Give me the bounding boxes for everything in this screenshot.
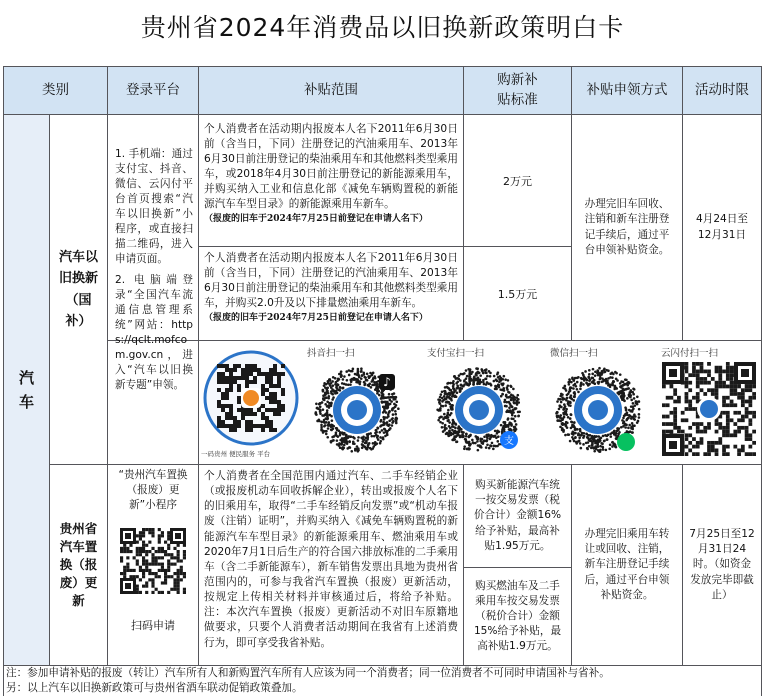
section1-scope-2-text: 个人消费者在活动期内报废本人名下2011年6月30日前（含当日，下同）注册登记的汽油乘用车、2013年6月30日前注册登记的柴油乘用车和其他燃料类型乘用车，并购买2.0升及以下排量燃油乘用车新车。 <box>204 252 458 310</box>
section2-platform-text: “贵州汽车置换（报废）更新”小程序 <box>118 469 188 512</box>
header-method: 补贴申领方式 <box>571 66 683 115</box>
section2-label <box>49 464 108 666</box>
header-platform: 登录平台 <box>107 66 199 115</box>
section1-label-line2: 旧换新 <box>58 271 98 287</box>
section2-standard-2: 购买燃油车及二手乘用车按交易发票（税价合计）金额15%给予补贴，最高补贴1.9万元。 <box>463 567 572 666</box>
section2-label-line3: 换（报 <box>59 556 98 572</box>
header-standard-line1: 购新补 <box>497 71 538 88</box>
svg-text:♪: ♪ <box>383 375 391 389</box>
header-scope: 补贴范围 <box>198 66 464 115</box>
section2-method: 办理完旧乘用车转让或回收、注销，新车注册登记手续后，通过平台申领补贴资金。 <box>571 464 683 666</box>
guizhou-app-qr[interactable] <box>203 350 299 450</box>
section1-scope-1 <box>198 114 464 247</box>
douyin-scan-label: 抖音扫一扫 <box>307 348 355 359</box>
section2-miniapp-qr[interactable] <box>119 527 187 599</box>
wechat-qr[interactable] <box>548 360 648 464</box>
category-car-line2: 车 <box>18 393 34 411</box>
section1-scope-2 <box>198 246 464 341</box>
section2-platform <box>107 464 199 666</box>
section1-period: 4月24日至12月31日 <box>682 114 762 341</box>
section1-platform-mobile: 1. 手机端：通过支付宝、抖音、微信、云闪付平台首页搜索“汽车以旧换新”小程序，或直接扫描二维码，进入申请页面。 <box>115 148 193 266</box>
section1-label-line3: （国 <box>65 292 92 308</box>
section1-standard-2: 1.5万元 <box>463 246 572 341</box>
section1-standard-1: 2万元 <box>463 114 572 247</box>
footnote-2: 另：以上汽车以旧换新政策可与贵州省酒车联动促销政策叠加。 <box>6 682 303 694</box>
section2-label-line2: 汽车置 <box>59 538 98 554</box>
douyin-qr[interactable] <box>307 360 407 464</box>
header-period: 活动时限 <box>682 66 762 115</box>
header-category: 类别 <box>3 66 108 115</box>
section1-scope-1-text: 个人消费者在活动期内报废本人名下2011年6月30日前（含当日，下同）注册登记的汽油乘用车、2013年6月30日前注册登记的柴油乘用车和其他燃料类型乘用车，或2018年4月30日前注册登记的新能源乘用车，并购买纳入工业和信息化部《减免车辆购置税的新能源汽车车型目录》的新能源乘用车新车。 <box>204 123 458 211</box>
section1-label-line4: 补） <box>65 313 92 329</box>
guizhou-app-caption: 一码贵州 便民服务 平台 <box>201 450 271 458</box>
section2-label-line4: 废）更 <box>59 575 98 591</box>
section2-standard-1: 购买新能源汽车统一按交易发票（税价合计）金额16%给予补贴，最高补贴1.95万元。 <box>463 464 572 568</box>
wechat-scan-label: 微信扫一扫 <box>550 348 598 359</box>
section1-label-line1: 汽车以 <box>58 249 98 265</box>
header-standard <box>463 66 572 115</box>
section1-scope-2-note: （报废的旧车于2024年7月25日前登记在申请人名下） <box>204 313 428 324</box>
alipay-scan-label: 支付宝扫一扫 <box>427 348 485 359</box>
alipay-qr[interactable] <box>429 360 529 464</box>
svg-text:支: 支 <box>504 436 514 447</box>
section1-scope-1-note: （报废的旧车于2024年7月25日前登记在申请人名下） <box>204 214 428 225</box>
section2-label-line5: 新 <box>72 593 85 609</box>
category-car <box>3 114 50 666</box>
section1-method: 办理完旧车回收、注销和新车注册登记手续后，通过平台申领补贴资金。 <box>571 114 683 341</box>
footnote-1: 注：参加申请补贴的报废（转让）汽车所有人和新购置汽车所有人应该为同一个消费者；同一位消费者不可同时申请国补与省补。 <box>6 667 610 679</box>
section2-period: 7月25日至12月31日24时。（如资金发放完毕即截止） <box>682 464 762 666</box>
section1-label <box>49 114 108 465</box>
section2-scope: 个人消费者在全国范围内通过汽车、二手车经销企业（或报废机动车回收拆解企业），转出或报废个人名下的旧乘用车，取得“二手车经销反向发票”或“机动车报废（注销）证明”，并购买纳入《减免车辆购置税的新能源汽车车型目录》的新能源乘用车、燃油乘用车或2020年7月1日后生产的符合国六排放标准的二手乘用车（含二手新能源车），新车销售发票出具地为贵州省范围内的，可参与我省汽车置换（报废）更新活动，按规定上传相关材料并审核通过后，将给予补贴。注：本次汽车置换（报废）更新活动不对旧车原籍地做要求，只要个人消费者活动期间在我省有上述消费行为，即可享受我省补贴。 <box>198 464 464 666</box>
section2-qr-caption: 扫码申请 <box>131 619 175 632</box>
page-title: 贵州省2024年消费品以旧换新政策明白卡 <box>140 13 625 42</box>
unionpay-scan-label: 云闪付扫一扫 <box>661 348 719 359</box>
section2-label-line1: 贵州省 <box>59 520 98 536</box>
unionpay-qr[interactable] <box>660 360 758 462</box>
section1-platform <box>107 114 199 392</box>
header-standard-line2: 贴标准 <box>497 91 538 108</box>
section1-platform-pc: 2. 电脑端登录“全国汽车流通信息管理系统”网站：https://qclt.mofcom.gov.cn，进入“汽车以旧换新专题”申领。 <box>115 274 193 392</box>
category-car-line1: 汽 <box>18 369 34 387</box>
